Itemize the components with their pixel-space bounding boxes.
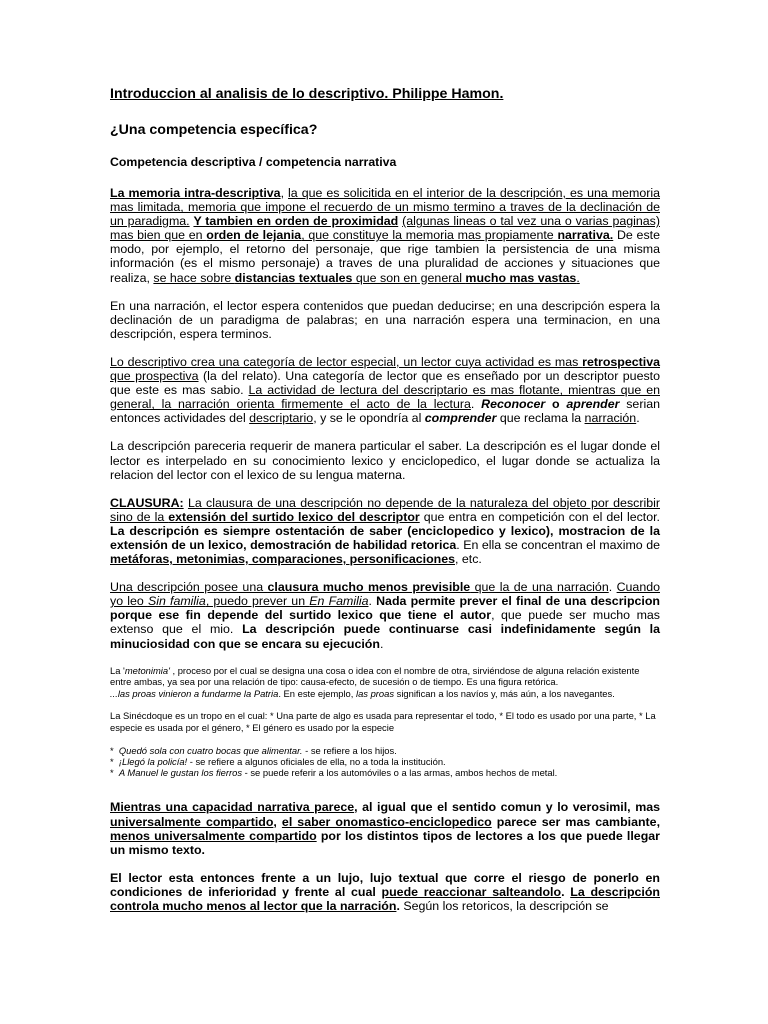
p1-span-15: mucho mas vastas <box>465 270 577 285</box>
p5-span-9: , etc. <box>455 552 482 567</box>
p1-span-1: La memoria intra-descriptiva <box>110 186 281 200</box>
p3-span-7: Reconocer <box>481 397 546 412</box>
paragraph-memoria <box>110 186 660 285</box>
p6-span-7: , puedo prever un <box>205 594 310 609</box>
note1-span-5: . En este ejemplo, <box>278 687 356 699</box>
p5-span-1: CLAUSURA: <box>110 495 184 510</box>
p6-span-6: Sin familia <box>147 594 206 609</box>
example-item <box>110 756 660 767</box>
p8-span-4: La descripción controla mucho menos al lector que la narración <box>110 884 660 914</box>
p3-span-4: (la del relato). Una categoría de lector que es enseñado por un descriptor puesto que este es mas sabio. <box>110 369 660 398</box>
p1-span-9: , que constituye la memoria mas propiamente <box>301 228 558 243</box>
paragraph-narracion: En una narración, el lector espera contenidos que puedan deducirse; en una descripción espera la declinación de un paradigma de palabras; en una narración espera una terminacion, en una descripción, espera terminos. <box>110 298 660 341</box>
p3-span-15: narración <box>584 411 637 426</box>
p6-span-5: Cuando yo leo <box>110 580 660 609</box>
note1-span-3: , proceso por el cual se designa una cosa o idea con el nombre de otra, sirviéndose de alguna relación existente entre ambas, ya sea por una relación de tipo: causa-efecto, de sucesión o de tiempo. Es una figura retórica. <box>110 664 640 688</box>
p3-span-12: , y se le opondría al <box>313 411 425 426</box>
p7-span-4: , <box>273 814 282 829</box>
p5-span-5: que entra en competición con el del lector. <box>419 509 660 524</box>
p3-span-1: Lo descriptivo crea una categoría de lector especial, un lector cuya actividad es mas <box>110 354 583 369</box>
example-quote: Quedó sola con cuatro bocas que alimentar. <box>118 744 303 756</box>
p6-span-8: En Familia <box>309 594 369 609</box>
example-item <box>110 767 660 778</box>
example-quote: ¡Llegó la policía! <box>118 755 188 767</box>
p1-span-12: se hace sobre <box>153 270 235 285</box>
p8-span-3: . <box>561 884 571 899</box>
example-bullet: * <box>110 767 114 779</box>
example-explanation: - se refiere a algunos oficiales de ella, no a toda la institución. <box>187 755 446 767</box>
example-item <box>110 745 660 756</box>
note1-span-6: las proas <box>355 687 395 699</box>
p3-span-5: La actividad de lectura del descriptario es mas flotante, mientras que en general, la narración orienta firmemente el acto de la lectura <box>110 383 660 412</box>
p7-span-2: , al igual que el sentido comun y lo verosimil, mas <box>354 800 660 815</box>
p1-span-2: , <box>280 186 289 200</box>
paragraph-lujo <box>110 871 660 913</box>
note-metonimia <box>110 665 660 700</box>
p6-span-4: . <box>608 580 617 595</box>
p6-span-3: que la de una narración <box>470 580 609 595</box>
p6-span-1: Una descripción posee una <box>110 580 268 595</box>
note1-span-7: significan a los navíos y, más aún, a los navegantes. <box>394 687 615 699</box>
p3-span-14: que reclama la <box>496 411 585 426</box>
p7-span-6: parece ser mas cambiante, <box>491 814 661 829</box>
p5-span-3: La clausura de una descripción no depende de la naturaleza del objeto por describir sino de la <box>110 495 660 524</box>
p3-span-11: descriptario <box>249 411 314 426</box>
note-sinecdoque: La Sinécdoque es un tropo en el cual: * Una parte de algo es usada para representar el todo, * El todo es usado por una parte, * La especie es usada por el género, * El género es usado por la especie <box>110 710 656 733</box>
p6-span-9: . <box>368 594 377 609</box>
p1-span-13: distancias textuales <box>234 270 353 285</box>
examples-list <box>110 745 660 779</box>
p3-span-10: serian entonces actividades del <box>110 397 660 426</box>
p6-span-13: . <box>379 636 384 651</box>
p3-span-2: retrospectiva <box>582 354 660 369</box>
p3-span-13: comprender <box>424 411 497 426</box>
p7-span-7: menos universalmente compartido <box>110 828 317 843</box>
p7-span-3: universalmente compartido <box>110 814 274 829</box>
p1-span-5: Y tambien en orden de proximidad <box>193 214 399 229</box>
p5-span-6: La descripción es siempre ostentación de saber (enciclopedico y lexico), mostracion de la extensión de un lexico, demostración de habilidad retorica <box>110 523 660 552</box>
document-body <box>110 86 660 927</box>
example-bullet: * <box>110 755 114 767</box>
p3-span-8: o <box>545 397 567 412</box>
note1-span-4: ...las proas vinieron a fundarme la Patria <box>110 687 279 699</box>
paragraph-clausura <box>110 496 660 566</box>
p1-span-16: . <box>576 270 580 285</box>
p3-span-6: . <box>470 397 482 412</box>
example-bullet: * <box>110 744 114 756</box>
example-quote: A Manuel le gustan los fierros <box>118 767 243 779</box>
paragraph-lector <box>110 355 660 425</box>
p1-span-8: orden de lejania <box>206 228 302 243</box>
p1-span-10: narrativa. <box>557 228 614 243</box>
p6-span-2: clausura mucho menos previsible <box>267 580 471 595</box>
example-explanation: - se puede referir a los automóviles o a las armas, ambos hechos de metal. <box>242 767 558 779</box>
p5-span-8: metáforas, metonimias, comparaciones, personificaciones <box>110 552 455 567</box>
document-title: Introduccion al analisis de lo descriptivo. Philippe Hamon. <box>110 86 504 102</box>
paragraph-previsible <box>110 580 660 650</box>
p3-span-3: que prospectiva <box>110 369 199 384</box>
p8-span-1: El lector esta entonces frente a un lujo, lujo textual que corre el riesgo de ponerlo en condiciones de inferioridad y frente al cual <box>110 870 660 899</box>
p6-span-12: La descripción puede continuarse casi indefinidamente según la minuciosidad con que se encara su ejecución <box>110 622 660 651</box>
p5-span-7: . En ella se concentran el maximo de <box>456 537 660 552</box>
paragraph-capacidad <box>110 800 660 856</box>
p7-span-5: el saber onomastico-enciclopedico <box>281 814 492 829</box>
note1-span-1: La ' <box>110 664 125 676</box>
p6-span-11: , que puede ser mucho mas extenso que el mio. <box>110 608 660 637</box>
subsection-title: Competencia descriptiva / competencia narrativa <box>110 155 397 169</box>
p1-span-14: que son en general <box>352 270 466 285</box>
p5-span-4: extensión del surtido lexico del descriptor <box>168 509 420 524</box>
p8-span-6: Según los retoricos, la descripción se <box>403 899 609 914</box>
p3-span-9: aprender <box>566 397 620 412</box>
example-explanation: - se refiere a los hijos. <box>302 744 397 756</box>
p6-span-10: Nada permite prever el final de una descripcion porque ese fin depende del surtido lexico que tiene el autor <box>110 594 660 623</box>
p8-span-5: . <box>396 899 404 914</box>
note1-span-2: metonimia' <box>124 664 170 676</box>
p1-span-3: la que es solicitida en el interior de la descripción, es una memoria mas limitada, memoria que impone el recuerdo de un mismo termino a traves de la declinación de un paradigma. <box>110 186 660 229</box>
section-title: ¿Una competencia específica? <box>110 122 318 138</box>
p7-span-1: Mientras una capacidad narrativa parece <box>110 800 355 815</box>
p1-span-11: De este modo, por ejemplo, el retorno del personaje, que rige tambien la persistencia de una misma información (es el mismo personaje) a traves de una pluralidad de acciones y situaciones que realiza, <box>110 228 660 285</box>
p1-span-7: (algunas lineas o tal vez una o varias paginas) mas bien que en <box>110 214 660 243</box>
p8-span-2: puede reaccionar salteandolo <box>381 884 562 899</box>
paragraph-saber: La descripción pareceria requerir de manera particular el saber. La descripción es el lugar donde el lector es interpelado en su conocimiento lexico y enciclopedico, el lugar donde se actualiza la relacion del lector con el lexico de su lengua materna. <box>110 439 660 482</box>
p3-span-16: . <box>636 411 640 426</box>
p7-span-8: por los distintos tipos de lectores a los que puede llegar un mismo texto. <box>110 828 660 857</box>
